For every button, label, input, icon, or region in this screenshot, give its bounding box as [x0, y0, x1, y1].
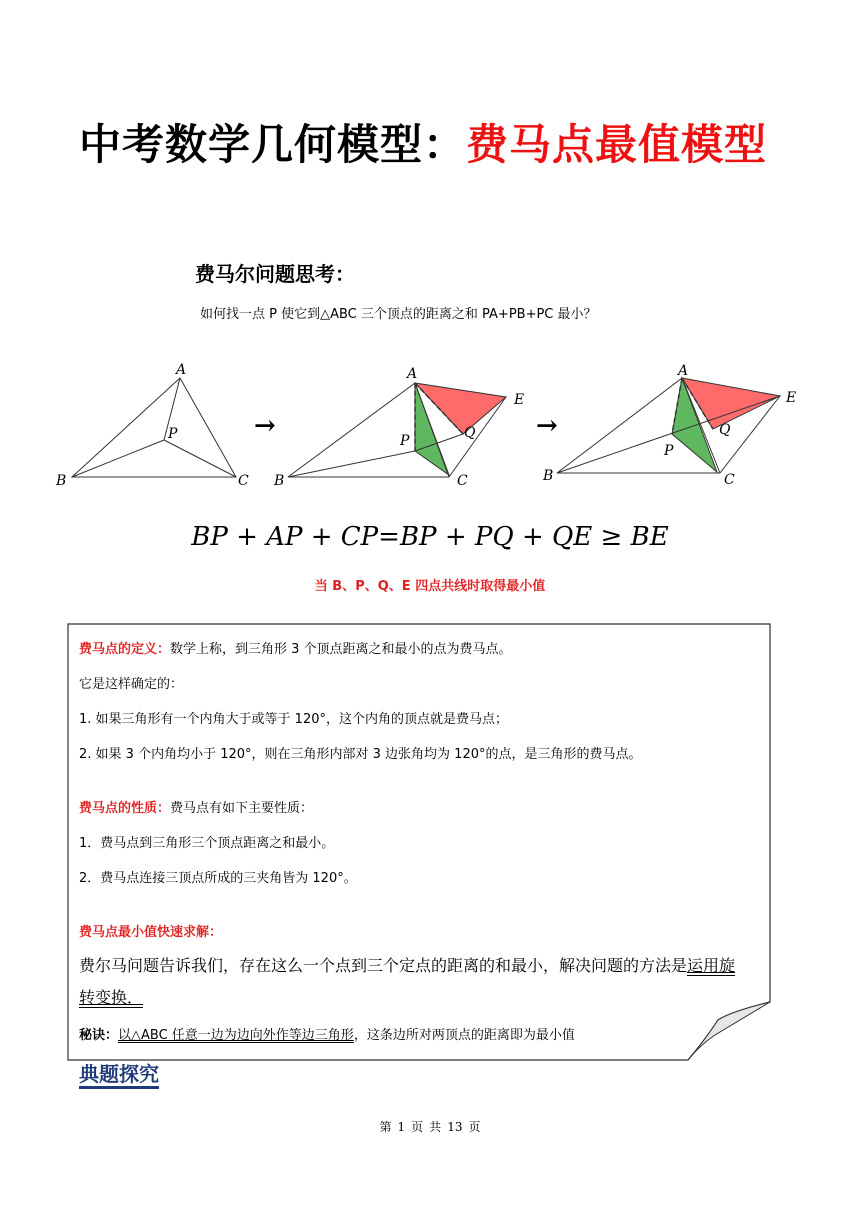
label-p: P: [168, 426, 178, 442]
definition-item-1: 1. 如果三角形有一个内角大于或等于 120°，这个内角的顶点就是费马点；: [79, 712, 508, 727]
footer-word-2: 页: [411, 1120, 424, 1134]
formula: BP + AP + CP=BP + PQ + QE ≥ BE: [191, 522, 669, 552]
secret-underlined: 以△ABC 任意一边为边向外作等边三角形: [118, 1028, 354, 1043]
label-p: P: [664, 443, 674, 459]
quick-label: [79, 924, 222, 942]
label-c: C: [457, 473, 468, 489]
properties-line: [79, 800, 313, 818]
subtitle: 费马尔问题思考：: [195, 262, 355, 286]
label-e: E: [786, 390, 797, 406]
collinear-note: 当 B、P、Q、E 四点共线时取得最小值: [314, 579, 546, 594]
properties-item-2: 2．费马点连接三顶点所成的三夹角皆为 120°。: [79, 871, 357, 886]
secret-label: 秘诀：: [79, 1028, 119, 1043]
secret-line: [79, 1027, 575, 1045]
quick-text-line-1: [79, 957, 735, 975]
quick-text-line-2: [79, 989, 143, 1007]
label-a: A: [176, 362, 187, 378]
definition-text: 数学上称，到三角形 3 个顶点距离之和最小的点为费马点。: [170, 642, 512, 657]
footer-word-3: 共: [429, 1120, 442, 1134]
quick-label-text: 费马点最小值快速求解：: [79, 925, 223, 940]
footer-page-number: 1: [397, 1120, 406, 1134]
label-q: Q: [464, 425, 476, 441]
label-p: P: [400, 433, 410, 449]
label-q: Q: [719, 422, 731, 438]
label-b: B: [56, 473, 67, 489]
definition-intro: 它是这样确定的：: [79, 677, 184, 692]
label-a: A: [678, 363, 689, 379]
arrow-2: →: [536, 411, 558, 441]
definition-label: 费马点的定义：: [79, 642, 171, 657]
quick-text-a: 费尔马问题告诉我们，存在这么一个点到三个定点的距离的和最小，解决问题的方法是: [79, 956, 688, 975]
properties-label: 费马点的性质：: [79, 801, 171, 816]
properties-text: 费马点有如下主要性质：: [170, 801, 314, 816]
footer-total-pages: 13: [447, 1120, 463, 1134]
definition-item-2: 2. 如果 3 个内角均小于 120°，则在三角形内部对 3 边张角均为 120°的点，是三角形的费马点。: [79, 747, 642, 762]
footer-word-4: 页: [468, 1120, 481, 1134]
label-c: C: [238, 473, 249, 489]
quick-text-b-underlined: 转变换．: [79, 988, 144, 1007]
section-heading: 典题探究: [79, 1062, 159, 1089]
footer-word-1: 第: [379, 1120, 392, 1134]
label-e: E: [514, 392, 525, 408]
definition-line: [79, 641, 512, 659]
properties-item-1: 1．费马点到三角形三个顶点距离之和最小。: [79, 836, 335, 851]
label-c: C: [724, 472, 735, 488]
label-a: A: [407, 366, 418, 382]
title-black: 中考数学几何模型：: [79, 120, 467, 169]
secret-rest: ，这条边所对两顶点的距离即为最小值: [353, 1028, 575, 1043]
label-b: B: [274, 473, 285, 489]
question-text: 如何找一点 P 使它到△ABC 三个顶点的距离之和 PA+PB+PC 最小？: [200, 307, 597, 322]
arrow-1: →: [254, 411, 276, 441]
quick-text-a-underlined: 运用旋: [687, 956, 736, 975]
page-footer: [0, 1118, 860, 1135]
title-red: 费马点最值模型: [466, 120, 768, 169]
label-b: B: [543, 468, 554, 484]
